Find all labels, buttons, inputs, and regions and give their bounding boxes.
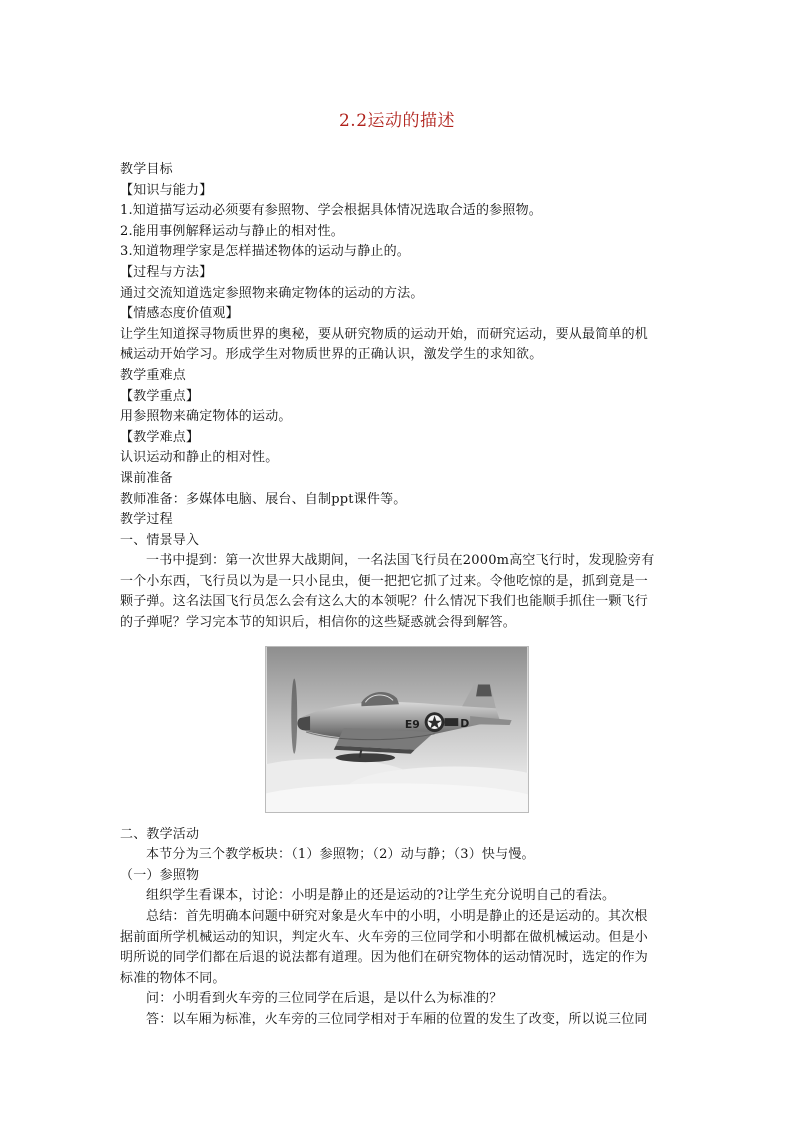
activity-overview: 本节分为三个教学板块：（1）参照物；（2）动与静；（3）快与慢。 xyxy=(146,847,535,863)
subheading-difficulty: 【教学难点】 xyxy=(120,429,200,445)
goal-item-3: 3.知道物理学家是怎样描述物体的运动与静止的。 xyxy=(120,244,411,260)
goal-item-1: 1.知道描写运动必须要有参照物、学会根据具体情况选取合适的参照物。 xyxy=(120,203,543,219)
subsection-reference-heading: （一）参照物 xyxy=(120,867,200,883)
page-title: 2.2运动的描述 xyxy=(338,111,456,131)
preparation-text: 教师准备：多媒体电脑、展台、自制ppt课件等。 xyxy=(120,491,407,507)
summary-line-2: 据前面所学机械运动的知识，判定火车、火车旁的三位同学和小明都在做机械运动。但是小 xyxy=(120,929,649,945)
answer-text: 答：以车厢为标准，火车旁的三位同学相对于车厢的位置的发生了改变，所以说三位同 xyxy=(146,1012,648,1027)
question-text: 问：小明看到火车旁的三位同学在后退，是以什么为标准的？ xyxy=(146,991,503,1007)
intro-text-line-3: 颗子弹。这名法国飞行员怎么会有这么大的本领呢？什么情况下我们也能顺手抓住一颗飞行 xyxy=(120,594,649,610)
subheading-knowledge: 【知识与能力】 xyxy=(120,182,213,198)
intro-text-line-4: 的子弹呢？学习完本节的知识后，相信你的这些疑惑就会得到解答。 xyxy=(120,615,517,631)
heading-teaching-goals: 教学目标 xyxy=(120,162,173,177)
heading-process: 教学过程 xyxy=(120,512,173,528)
subheading-key-point: 【教学重点】 xyxy=(120,388,200,404)
summary-line-3: 明所说的同学们都在后退的说法都有道理。因为他们在研究物体的运动情况时，选定的作为 xyxy=(120,950,649,966)
subheading-attitude: 【情感态度价值观】 xyxy=(120,306,239,322)
summary-line-4: 标准的物体不同。 xyxy=(120,970,226,986)
difficulty-text: 认识运动和静止的相对性。 xyxy=(120,450,279,466)
reference-discussion: 组织学生看课本，讨论：小明是静止的还是运动的?让学生充分说明自己的看法。 xyxy=(146,888,616,904)
intro-text-line-1: 一书中提到：第一次世界大战期间，一名法国飞行员在2000m高空飞行时，发现脸旁有 xyxy=(146,553,655,569)
fuselage-code-left: E9 xyxy=(404,717,420,731)
heading-key-points: 教学重难点 xyxy=(120,367,187,383)
heading-preparation: 课前准备 xyxy=(120,470,173,486)
section-intro-heading: 一、情景导入 xyxy=(120,532,200,548)
key-point-text: 用参照物来确定物体的运动。 xyxy=(120,409,292,425)
document-body xyxy=(120,160,676,1031)
section-activity-heading: 二、教学活动 xyxy=(120,826,200,842)
attitude-text-line-1: 让学生知道探寻物质世界的奥秘，要从研究物质的运动开始，而研究运动，要从最简单的机 xyxy=(120,326,649,342)
fuselage-code-right: D xyxy=(460,716,470,730)
airplane-photo xyxy=(265,646,529,813)
summary-line-1: 总结：首先明确本问题中研究对象是火车中的小明，小明是静止的还是运动的。其次根 xyxy=(146,909,648,925)
attitude-text-line-2: 械运动开始学习。形成学生对物质世界的正确认识，激发学生的求知欲。 xyxy=(120,347,543,363)
goal-item-2: 2.能用事例解释运动与静止的相对性。 xyxy=(120,223,345,239)
subheading-process: 【过程与方法】 xyxy=(120,264,213,280)
process-text: 通过交流知道选定参照物来确定物体的运动的方法。 xyxy=(120,285,424,301)
intro-text-line-2: 一个小东西，飞行员以为是一只小昆虫，便一把把它抓了过来。令他吃惊的是，抓到竟是一 xyxy=(120,573,649,589)
